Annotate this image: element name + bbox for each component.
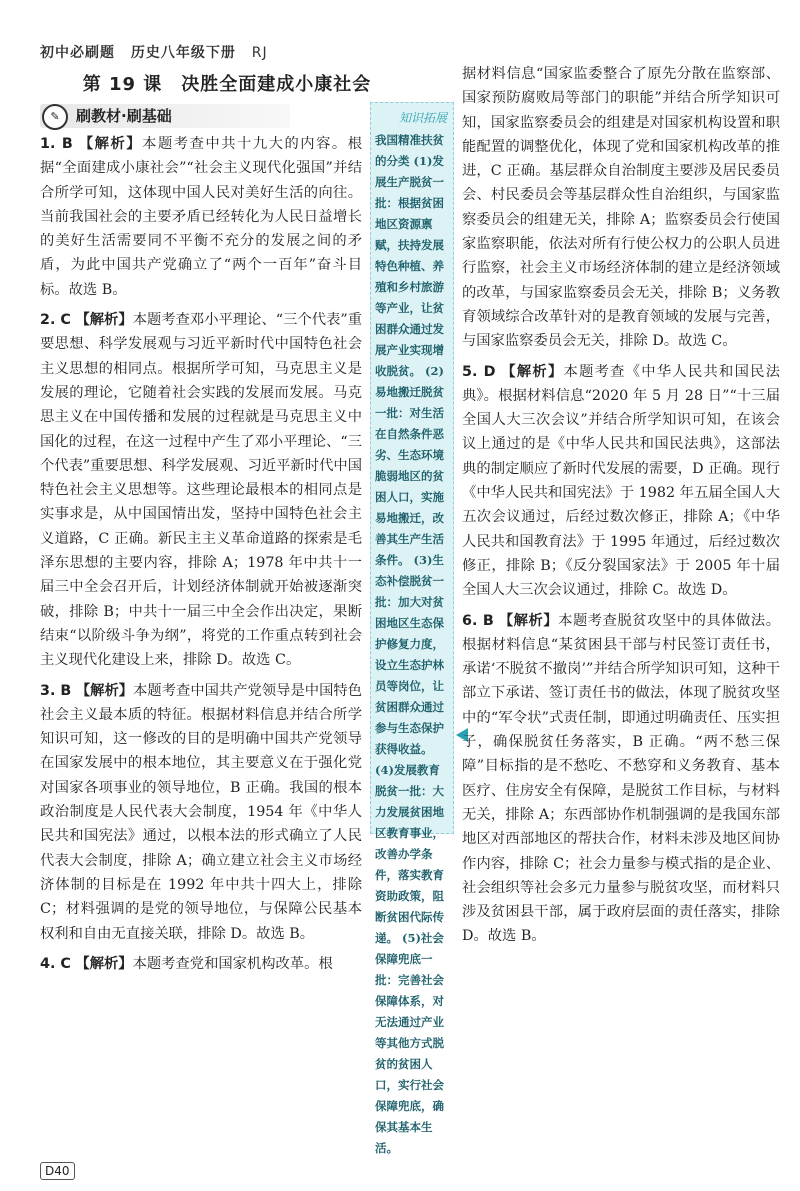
brush-icon: ✎ (42, 104, 68, 130)
sidebar-body: 我国精准扶贫的分类 (1)发展生产脱贫一批：根据贫困地区资源禀赋，扶持发展特色种植、养殖和乡村旅游等产业，让贫困群众通过发展产业实现增收脱贫。 (2)易地搬迁脱贫一批：对生活在自然条件恶劣、生态环境脆弱地区的贫困人口，实施易地搬迁，改善其生产生活条件。 (3)生态补偿脱贫一批：加大对贫困地区生态保护修复力度，设立生态护林员等岗位，让贫困群众通过参与生态保护获得收益。 (4)发展教育脱贫一批：大力发展贫困地区教育事业，改善办学条件，落实教育资助政策，阻断贫困代际传递。 (5)社会保障兜底一批：完善社会保障体系，对无法通过产业等其他方式脱贫的贫困人口，实行社会保障兜底，确保其基本生活。 (375, 133, 444, 1155)
book-subject: 历史八年级下册 (130, 45, 236, 61)
answer-item: 4. C 【解析】本题考查党和国家机构改革。根 (40, 955, 333, 972)
knowledge-sidebar (370, 102, 454, 1155)
answer-item: 1. B 【解析】本题考查中共十九大的内容。根据“全面建成小康社会”“社会主义现代化强国”并结合所学可知，这体现中国人民对美好生活的向往。当前我国社会的主要矛盾已经转化为人民日益增长的美好生活需要同不平衡不充分的发展之间的矛盾，为此中国共产党确立了“两个一百年”奋斗目标。故选 B。 (40, 136, 363, 298)
page-number: D40 (40, 1162, 75, 1180)
answer-item: 据材料信息“国家监委整合了原先分散在监察部、国家预防腐败局等部门的职能”并结合所学知识可知，国家监察委员会的组建是对国家机构设置和职能配置的调整优化，体现了党和国家机构改革的推进，C 正确。基层群众自治制度主要涉及居民委员会、村民委员会等基层群众性自治组织，与国家监察委员会的组建无关，排除 A；监察委员会行使国家监察职能，依法对所有行使公权力的公职人员进行监察，社会主义市场经济体制的建立是经济领域的改革，与国家监察委员会无关，排除 B；义务教育领域综合改革针对的是教育领域的发展与完善，与国家监察委员会无关，排除 D。故选 C。 (462, 66, 780, 350)
sidebar-title: 知识拓展 (398, 111, 447, 125)
right-column (462, 62, 780, 949)
section-banner-label: 刷教材·刷基础 (76, 107, 172, 125)
series-name: 初中必刷题 (40, 45, 115, 61)
left-column (40, 132, 362, 976)
section-banner (40, 104, 290, 128)
answer-item: 2. C 【解析】本题考查邓小平理论、“三个代表”重要思想、科学发展观与习近平新时代中国特色社会主义思想的相同点。根据所学可知，马克思主义是发展的理论，它随着社会实践的发展而发展。马克思主义在中国传播和发展的过程就是马克思主义中国化的过程，在这一过程中产生了邓小平理论、“三个代表”重要思想、科学发展观、习近平新时代中国特色社会主义思想等。这些理论最根本的相同点是实事求是，从中国国情出发，坚持中国特色社会主义道路，C 正确。新民主主义革命道路的探索是毛泽东思想的主要内容，排除 A；1978 年中共十一届三中全会召开后，计划经济体制就开始被逐渐突破，排除 B；中共十一届三中全会作出决定，果断结束“以阶级斗争为纲”，将党的工作重点转到社会主义现代化建设上来，排除 D。故选 C。 (40, 312, 362, 669)
lesson-title: 第 19 课 决胜全面建成小康社会 (82, 74, 372, 95)
answer-item: 6. B 【解析】本题考查脱贫攻坚中的具体做法。根据材料信息“某贫困县干部与村民签订责任书，承诺‘不脱贫不撤岗’”并结合所学知识可知，这种干部立下承诺、签订责任书的做法，体现了脱贫攻坚中的“军令状”式责任制，即通过明确责任、压实担子，确保脱贫任务落实，B 正确。“两不愁三保障”目标指的是不愁吃、不愁穿和义务教育、基本医疗、住房安全有保障，是脱贫工作目标，与材料无关，排除 A；东西部协作机制强调的是我国东部地区对西部地区的帮扶合作，材料未涉及地区间协作内容，排除 C；社会力量参与模式指的是企业、社会组织等社会多元力量参与脱贫攻坚，而材料只涉及贫困县干部，属于政府层面的责任落实，排除 D。故选 B。 (462, 612, 780, 945)
answer-item: 3. B 【解析】本题考查中国共产党领导是中国特色社会主义最本质的特征。根据材料信息并结合所学知识可知，这一修改的目的是明确中国共产党领导在国家发展中的根本地位，其主要意义在于强化党对国家各项事业的领导地位，B 正确。我国的根本政治制度是人民代表大会制度，1954 年《中华人民共和国宪法》通过，以根本法的形式确立了人民代表大会制度，排除 A；确立建立社会主义市场经济体制的目标是在 1992 年中共十四大上，排除 C；材料强调的是党的领导地位，与保障公民基本权利和自由无直接关联，排除 D。故选 B。 (40, 682, 363, 942)
edition-tag: RJ (251, 45, 268, 61)
answer-item: 5. D 【解析】本题考查《中华人民共和国民法典》。根据材料信息“2020 年 5 月 28 日”“十三届全国人大三次会议”并结合所学知识可知，在该会议上通过的是《中华人民共和国民法典》，这部法典的制定顺应了新时代发展的需要，D 正确。现行《中华人民共和国宪法》于 1982 年五届全国人大五次会议通过，后经过数次修正，排除 A；《中华人民共和国教育法》于 1995 年通过，后经过数次修正，排除 B；《反分裂国家法》于 2005 年十届全国人大三次会议通过，排除 C。故选 D。 (462, 363, 781, 599)
page-header (40, 42, 278, 62)
